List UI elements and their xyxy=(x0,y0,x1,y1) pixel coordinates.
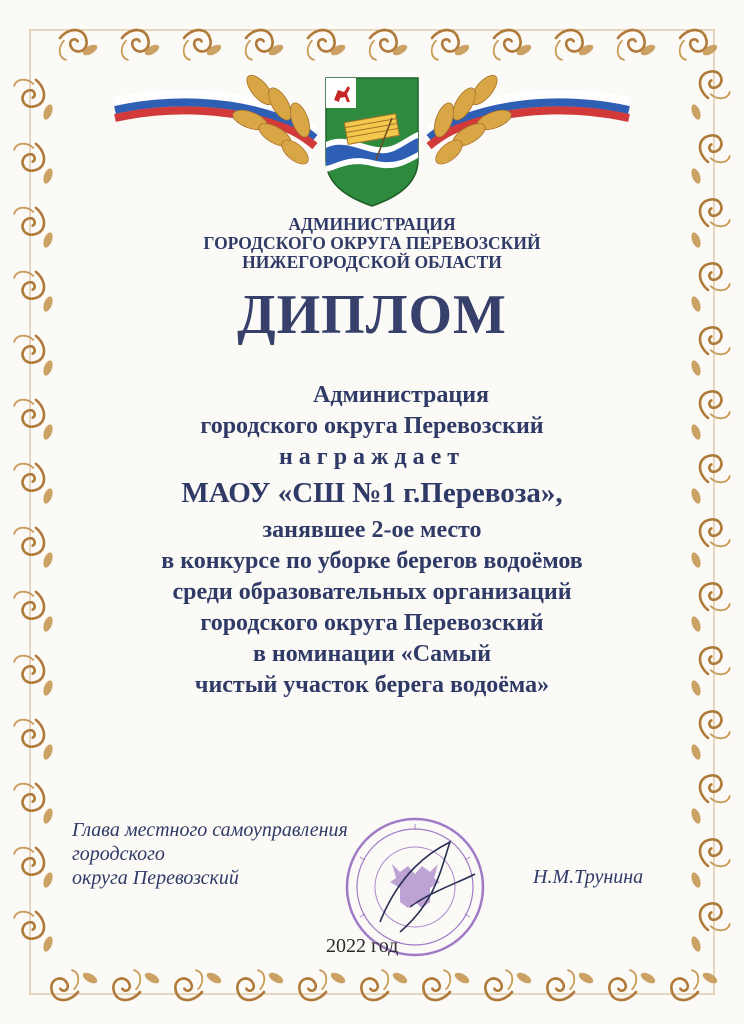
document-title: ДИПЛОМ xyxy=(237,284,507,346)
frame-leaf xyxy=(690,935,703,953)
frame-curl xyxy=(51,970,78,1000)
frame-leaf xyxy=(577,971,595,986)
frame-curl xyxy=(700,903,730,930)
frame-curl xyxy=(184,30,211,60)
frame-leaf xyxy=(42,359,55,377)
award-line-10: чистый участок берега водоёма» xyxy=(194,672,550,698)
frame-leaf xyxy=(690,743,703,761)
award-line-3: награждает xyxy=(278,444,466,470)
frame-leaf xyxy=(515,971,533,986)
frame-leaf xyxy=(690,871,703,889)
frame-curl xyxy=(60,30,87,60)
frame-leaf xyxy=(42,871,55,889)
award-line-9: в номинации «Самый xyxy=(252,641,492,667)
frame-leaf xyxy=(690,807,703,825)
frame-curl xyxy=(175,970,202,1000)
frame-leaf xyxy=(453,971,471,986)
frame-leaf xyxy=(701,971,719,986)
frame-curl xyxy=(671,970,698,1000)
frame-curl xyxy=(246,30,273,60)
frame-curl xyxy=(494,30,521,60)
frame-curl xyxy=(700,839,730,866)
frame-curl xyxy=(122,30,149,60)
frame-leaf xyxy=(639,971,657,986)
coat-of-arms-icon xyxy=(110,60,634,210)
frame-curl xyxy=(14,144,44,171)
frame-curl xyxy=(618,30,645,60)
issuer-header xyxy=(0,215,744,272)
frame-leaf xyxy=(42,807,55,825)
frame-curl xyxy=(547,970,574,1000)
frame-curl xyxy=(609,970,636,1000)
frame-curl xyxy=(14,80,44,107)
signatory-position-line-1: Глава местного самоуправления xyxy=(72,819,348,841)
frame-leaf xyxy=(267,971,285,986)
frame-leaf xyxy=(81,971,99,986)
award-line-6: в конкурсе по уборке берегов водоёмов xyxy=(161,548,583,574)
frame-leaf xyxy=(205,971,223,986)
signatory-position-line-2: городского xyxy=(72,843,165,865)
frame-leaf xyxy=(143,971,161,986)
header-line-1: АДМИНИСТРАЦИЯ xyxy=(288,214,456,234)
header-line-2: ГОРОДСКОГО ОКРУГА ПЕРЕВОЗСКИЙ xyxy=(203,233,541,253)
signatory-name: Н.М.Трунина xyxy=(533,866,644,888)
frame-curl xyxy=(14,912,44,939)
frame-leaf xyxy=(690,167,703,185)
award-line-7: среди образовательных организаций xyxy=(172,579,572,605)
award-line-5: занявшее 2-ое место xyxy=(262,517,482,543)
frame-curl xyxy=(14,720,44,747)
award-line-2: городского округа Перевозский xyxy=(200,413,544,439)
frame-curl xyxy=(14,848,44,875)
frame-curl xyxy=(485,970,512,1000)
frame-curl xyxy=(237,970,264,1000)
frame-curl xyxy=(361,970,388,1000)
frame-leaf xyxy=(690,359,703,377)
signatory-position-line-3: округа Перевозский xyxy=(72,867,239,889)
frame-curl xyxy=(432,30,459,60)
issue-year: 2022 год xyxy=(326,935,399,957)
signatory-position xyxy=(72,818,348,890)
frame-curl xyxy=(700,135,730,162)
frame-curl xyxy=(370,30,397,60)
frame-curl xyxy=(700,71,730,98)
frame-curl xyxy=(14,784,44,811)
award-line-8: городского округа Перевозский xyxy=(200,610,544,636)
frame-curl xyxy=(299,970,326,1000)
frame-curl xyxy=(556,30,583,60)
frame-leaf xyxy=(42,935,55,953)
frame-curl xyxy=(113,970,140,1000)
frame-leaf xyxy=(690,103,703,121)
frame-curl xyxy=(700,775,730,802)
frame-curl xyxy=(680,30,707,60)
header-line-3: НИЖЕГОРОДСКОЙ ОБЛАСТИ xyxy=(242,252,502,272)
frame-curl xyxy=(308,30,335,60)
frame-leaf xyxy=(42,103,55,121)
award-text xyxy=(0,380,744,701)
frame-curl xyxy=(700,711,730,738)
frame-leaf xyxy=(42,743,55,761)
frame-leaf xyxy=(42,167,55,185)
frame-curl xyxy=(423,970,450,1000)
frame-leaf xyxy=(391,971,409,986)
awardee-name: МАОУ «СШ №1 г.Перевоза», xyxy=(181,477,563,509)
award-line-1: Администрация xyxy=(312,382,490,408)
frame-leaf xyxy=(329,971,347,986)
